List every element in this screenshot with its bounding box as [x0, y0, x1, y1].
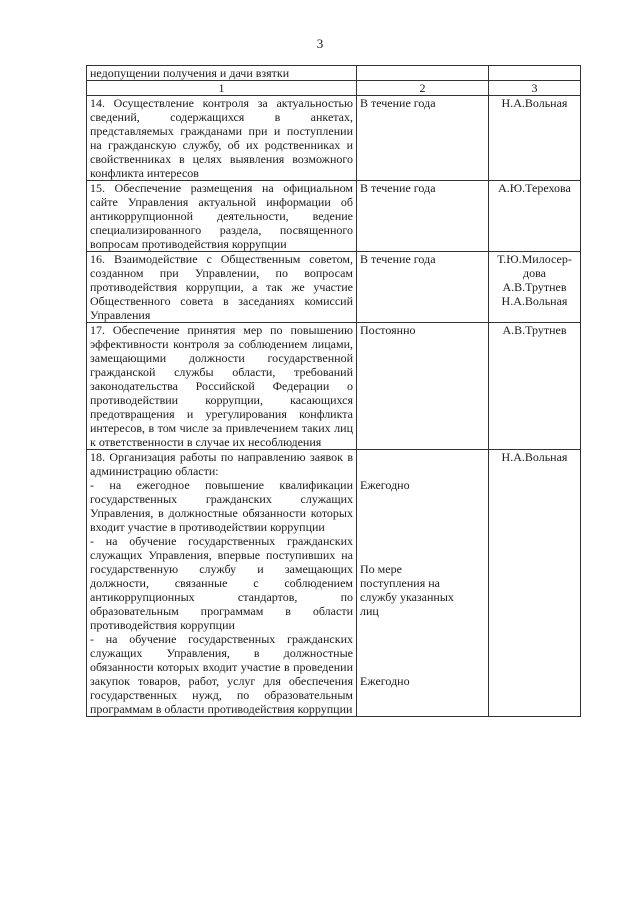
- row18-term-2: По мере: [360, 562, 402, 576]
- column-number-2: 2: [357, 81, 489, 96]
- row18-term-2: лиц: [360, 604, 379, 618]
- responsible-name: Т.Ю.Милосер-: [497, 252, 572, 266]
- row18-intro: 18. Организация работы по направлению заявок в администрацию области:: [90, 450, 353, 478]
- table-header-row: [87, 81, 581, 96]
- table-row-14: [87, 96, 581, 181]
- column-number-3: 3: [489, 81, 581, 96]
- row18-term-3: Ежегодно: [360, 674, 410, 688]
- table-row-16: [87, 252, 581, 323]
- row18-term-2: поступления на: [360, 576, 440, 590]
- responsible-name: А.В.Трутнев: [502, 323, 567, 337]
- row18-term-1: Ежегодно: [360, 478, 410, 492]
- activity-text: 17. Обеспечение принятия мер по повышению эффективности контроля за соблюдением лицами, замещающими должности государственной гражданской службы области, требований законодательства Российской Федерации о противодействии коррупции, касающихся предотвращения и урегулирования конфликта интересов, в том числе за привлечением таких лиц к ответственности в случае их несоблюдения: [87, 323, 357, 450]
- row18-term-2: службу указанных: [360, 590, 454, 604]
- row18-item-3: - на обучение государственных гражданских служащих Управления, в должностные обязанности которых входит участие в проведении закупок товаров, работ, услуг для обеспечения государственных нужд, по образовательным программам в области противодействия коррупции: [90, 632, 353, 716]
- responsible-name: Н.А.Вольная: [501, 294, 568, 308]
- activity-text: 14. Осуществление контроля за актуальностью сведений, содержащихся в анкетах, представляемых гражданами при и поступлении на гражданскую службу, об их родственниках и свойственниках в целях выявления возможного конфликта интересов: [87, 96, 357, 181]
- column-number-1: 1: [87, 81, 357, 96]
- activity-responsible: [489, 181, 581, 252]
- table-row-continuation: [87, 66, 581, 81]
- page-number: 3: [316, 36, 324, 51]
- table-row-17: [87, 323, 581, 450]
- responsible-name: дова: [523, 266, 546, 280]
- row18-item-2: - на обучение государственных гражданских служащих Управления, впервые поступивших на государственную службу и замещающих должности, связанные с соблюдением антикоррупционных стандартов, по образовательным программам в области противодействия коррупции: [90, 534, 353, 632]
- continuation-text: недопущении получения и дачи взятки: [87, 66, 357, 81]
- activity-term: [357, 450, 489, 717]
- activity-plan-table: [86, 65, 581, 717]
- activity-responsible: [489, 450, 581, 717]
- table-row-15: [87, 181, 581, 252]
- activity-text: 15. Обеспечение размещения на официальном сайте Управления актуальной информации об антикоррупционной деятельности, ведение специализированного раздела, посвященного вопросам противодействия коррупции: [87, 181, 357, 252]
- activity-text: [87, 450, 357, 717]
- activity-term: В течение года: [357, 252, 489, 323]
- activity-responsible: [489, 323, 581, 450]
- responsible-name: Н.А.Вольная: [501, 450, 568, 464]
- activity-term: В течение года: [357, 181, 489, 252]
- row18-item-1: - на ежегодное повышение квалификации государственных гражданских служащих Управления, в должностные обязанности которых входит участие в противодействии коррупции: [90, 478, 353, 534]
- activity-term: В течение года: [357, 96, 489, 181]
- responsible-name: А.В.Трутнев: [502, 280, 567, 294]
- activity-responsible: [489, 96, 581, 181]
- activity-term: Постоянно: [357, 323, 489, 450]
- responsible-name: А.Ю.Терехова: [498, 181, 571, 195]
- responsible-name: Н.А.Вольная: [501, 96, 568, 110]
- activity-responsible: [489, 252, 581, 323]
- table-row-18: [87, 450, 581, 717]
- activity-text: 16. Взаимодействие с Общественным советом, созданном при Управлении, по вопросам противодействия коррупции, а так же участие Общественного совета в заседаниях комиссий Управления: [87, 252, 357, 323]
